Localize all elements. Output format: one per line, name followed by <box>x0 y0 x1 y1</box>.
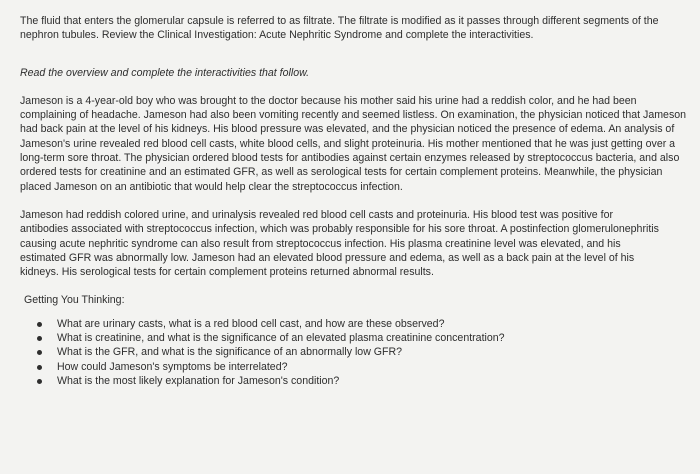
question-list <box>20 317 690 388</box>
question-item <box>34 331 690 345</box>
bullet-icon <box>37 336 42 341</box>
question-item <box>34 317 690 331</box>
intro-paragraph: The fluid that enters the glomerular capsule is referred to as filtrate. The filtrate is modified as it passes through different segments of the nephron tubules. Review the Clinical Investigation: Acute Nephritic Syndrome and complete the interactivities. <box>20 15 659 42</box>
instruction-text: Read the overview and complete the interactivities that follow. <box>20 66 310 79</box>
getting-you-thinking-heading: Getting You Thinking: <box>24 294 125 307</box>
question-item <box>34 374 690 388</box>
question-text: What is creatinine, and what is the significance of an elevated plasma creatinine concentration? <box>57 332 505 345</box>
question-text: What is the GFR, and what is the significance of an abnormally low GFR? <box>57 346 403 359</box>
case-overview-paragraph: Jameson is a 4-year-old boy who was brought to the doctor because his mother said his urine had a reddish color, and he had been complaining of headache. Jameson had also been vomiting recently and seemed listless. On examination, the physician noticed that Jameson had back pain at the level of his kidneys. His blood pressure was elevated, and the physician noticed the presence of edema. An analysis of Jameson's urine revealed red blood cell casts, white blood cells, and slight proteinuria. His mother mentioned that he was just getting over a long-term sore throat. The physician ordered blood tests for antibodies against certain enzymes released by streptococcus bacteria, and also ordered tests for creatinine and an estimated GFR, as well as serological tests for certain complement proteins. Meanwhile, the physician placed Jameson on an antibiotic that would help clear the streptococcus infection. <box>20 94 687 193</box>
question-item <box>34 360 690 374</box>
question-item <box>34 345 690 359</box>
bullet-icon <box>37 365 42 370</box>
bullet-icon <box>37 322 42 327</box>
question-text: How could Jameson's symptoms be interrelated? <box>57 360 288 373</box>
bullet-icon <box>37 350 42 355</box>
question-text: What are urinary casts, what is a red blood cell cast, and how are these observed? <box>57 317 445 330</box>
bullet-icon <box>37 379 42 384</box>
question-text: What is the most likely explanation for Jameson's condition? <box>57 374 340 387</box>
case-summary-paragraph: Jameson had reddish colored urine, and urinalysis revealed red blood cell casts and proteinuria. His blood test was positive for antibodies associated with streptococcus infection, which was probably responsible for his sore throat. A postinfection glomerulonephritis causing acute nephritic syndrome can also result from streptococcus infection. His plasma creatinine level was elevated, and his estimated GFR was abnormally low. Jameson had an elevated blood pressure and edema, as well as a back pain at the level of his kidneys. His serological tests for certain complement proteins returned abnormal results. <box>20 208 659 279</box>
